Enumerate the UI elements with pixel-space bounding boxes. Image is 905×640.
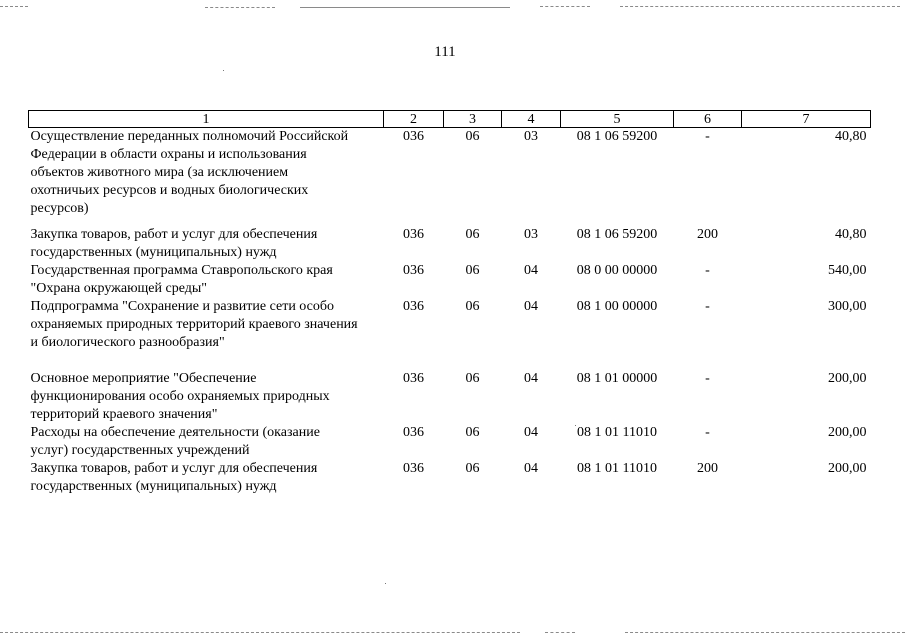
item-name: Подпрограмма "Сохранение и развитие сети особо охраняемых природных территорий краевого значения и биологического разнообразия" — [30, 299, 358, 350]
ministry-code: 036 — [403, 129, 424, 144]
amount: 200,00 — [828, 371, 867, 386]
subsection-code: 04 — [524, 371, 538, 386]
subsection-code: 04 — [524, 299, 538, 314]
amount: 200,00 — [828, 461, 867, 476]
blank-row — [29, 352, 871, 370]
item-name: Осуществление переданных полномочий Российской Федерации в области охраны и использования объектов животного мира (за исключением охотничьих ресурсов и водных биологических ресурсов) — [30, 129, 349, 216]
budget-table — [28, 110, 871, 496]
ministry-code: 036 — [403, 227, 424, 242]
section-code: 06 — [465, 129, 480, 144]
target-article-code: 08 1 06 59200 — [576, 129, 658, 144]
scan-edge-line — [0, 6, 28, 7]
scan-edge-line — [620, 6, 900, 7]
subsection-code: 04 — [524, 425, 538, 440]
expense-type-code: - — [705, 425, 710, 440]
scan-speck — [223, 70, 224, 71]
column-number-row — [29, 111, 871, 128]
scan-edge-line — [300, 7, 510, 8]
amount: 300,00 — [828, 299, 867, 314]
page-number: 111 — [434, 44, 456, 60]
scan-edge-line — [205, 7, 275, 8]
column-header: 2 — [384, 111, 444, 128]
amount: 540,00 — [828, 263, 867, 278]
scan-edge-line — [0, 632, 520, 633]
target-article-code: 08 1 06 59200 — [576, 227, 658, 242]
expense-type-code: 200 — [697, 461, 718, 476]
scan-edge-line — [540, 6, 590, 7]
table-row — [29, 460, 871, 496]
target-article-code: 08 1 01 11010 — [577, 461, 657, 476]
item-name: Закупка товаров, работ и услуг для обеспечения государственных (муниципальных) нужд — [30, 461, 318, 494]
column-header: 3 — [444, 111, 502, 128]
scan-edge-line — [545, 632, 575, 633]
table-row — [29, 370, 871, 424]
column-header: 6 — [674, 111, 742, 128]
section-code: 06 — [465, 299, 480, 314]
column-header: 4 — [502, 111, 561, 128]
item-name: Закупка товаров, работ и услуг для обеспечения государственных (муниципальных) нужд — [30, 227, 318, 260]
item-name: Государственная программа Ставропольского края "Охрана окружающей среды" — [30, 263, 333, 296]
subsection-code: 03 — [524, 129, 538, 144]
subsection-code: 03 — [524, 227, 538, 242]
target-article-code: 08 1 00 00000 — [576, 299, 658, 314]
expense-type-code: - — [705, 371, 710, 386]
item-name: Основное мероприятие "Обеспечение функционирования особо охраняемых природных территорий краевого значения" — [30, 371, 330, 422]
item-name: Расходы на обеспечение деятельности (оказание услуг) государственных учреждений — [30, 425, 320, 458]
section-code: 06 — [465, 263, 480, 278]
table-row — [29, 298, 871, 352]
expense-type-code: - — [705, 129, 710, 144]
ministry-code: 036 — [403, 461, 424, 476]
column-header: 5 — [561, 111, 674, 128]
column-header: 7 — [742, 111, 871, 128]
amount: 200,00 — [828, 425, 867, 440]
amount: 40,80 — [835, 227, 867, 242]
section-code: 06 — [465, 227, 480, 242]
subsection-code: 04 — [524, 461, 538, 476]
table-row — [29, 424, 871, 460]
table-row — [29, 262, 871, 298]
target-article-code: 08 1 01 11010 — [577, 425, 657, 440]
target-article-code: 08 1 01 00000 — [576, 371, 658, 386]
target-article-code: 08 0 00 00000 — [576, 263, 658, 278]
ministry-code: 036 — [403, 371, 424, 386]
section-code: 06 — [465, 461, 480, 476]
column-header: 1 — [29, 111, 384, 128]
ministry-code: 036 — [403, 263, 424, 278]
section-code: 06 — [465, 371, 480, 386]
amount: 40,80 — [835, 129, 867, 144]
expense-type-code: - — [705, 299, 710, 314]
section-code: 06 — [465, 425, 480, 440]
subsection-code: 04 — [524, 263, 538, 278]
table-row — [29, 128, 871, 223]
scan-speck — [385, 583, 386, 584]
ministry-code: 036 — [403, 425, 424, 440]
scan-edge-line — [625, 632, 905, 633]
expense-type-code: - — [705, 263, 710, 278]
table-row — [29, 222, 871, 262]
expense-type-code: 200 — [697, 227, 718, 242]
ministry-code: 036 — [403, 299, 424, 314]
